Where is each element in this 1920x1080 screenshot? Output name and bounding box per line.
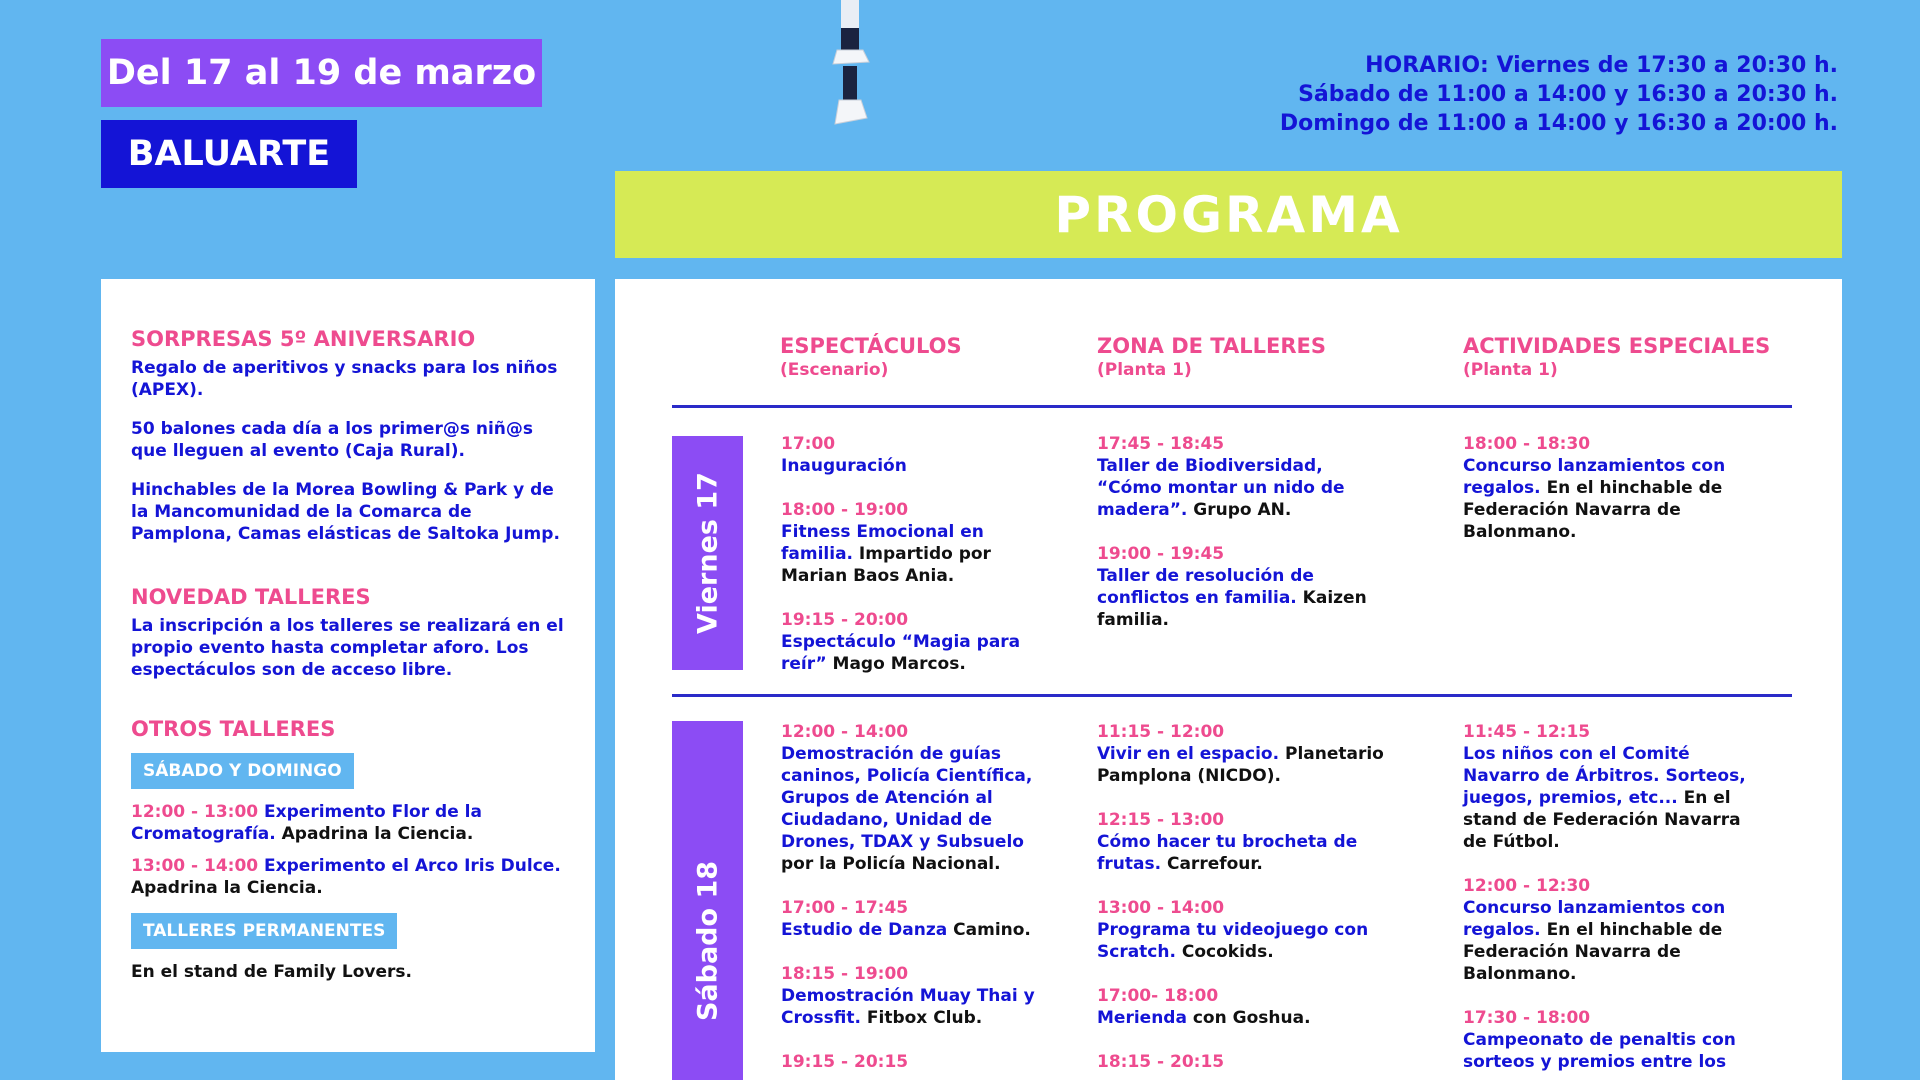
event-org: con Goshua.: [1192, 1008, 1311, 1028]
event-org: por la Policía Nacional.: [781, 854, 1001, 874]
chip-talleres-permanentes: TALLERES PERMANENTES: [131, 913, 397, 949]
schedule-event: [1097, 543, 1387, 631]
schedule-event: [781, 609, 1051, 675]
event-title: Programa tu videojuego con Scratch.: [1097, 920, 1369, 962]
event-title: Merienda: [1097, 1008, 1187, 1028]
event-title: Fitness Emocional en familia.: [781, 522, 984, 564]
event-time: 17:45 - 18:45: [1097, 434, 1225, 454]
hours-line-friday: HORARIO: Viernes de 17:30 a 20:30 h.: [1365, 53, 1838, 78]
event-time: 18:15 - 20:15: [1097, 1052, 1225, 1072]
event-time: 17:00: [781, 434, 836, 454]
event-org: Impartido por Marian Baos Ania.: [781, 544, 991, 586]
sorpresas-title: SORPRESAS 5º ANIVERSARIO: [131, 327, 476, 351]
schedule-event: [781, 499, 1051, 587]
event-org: Fitbox Club.: [866, 1008, 983, 1028]
info-panel: [101, 279, 595, 1052]
event-title: Cómo hacer tu brocheta de frutas.: [1097, 832, 1358, 874]
schedule-cell-sabado-espectaculos: [781, 721, 1051, 1080]
schedule-event: [1463, 721, 1753, 853]
schedule-cell-viernes-talleres: [1097, 433, 1387, 653]
permanentes-text: En el stand de Family Lovers.: [131, 962, 412, 982]
otros-talleres-title: OTROS TALLERES: [131, 717, 336, 741]
event-time: 18:15 - 19:00: [781, 964, 909, 984]
event-org: Cocokids.: [1181, 942, 1274, 962]
event-title: Demostración de guías caninos, Policía Científica, Grupos de Atención al Ciudadano, Unidad de Drones, TDAX y Subsuelo: [781, 744, 1033, 852]
column-title: ZONA DE TALLERES: [1097, 334, 1327, 358]
schedule-cell-sabado-actividades: [1463, 721, 1753, 1080]
column-title: ESPECTÁCULOS: [780, 334, 962, 358]
programa-table: [615, 279, 1842, 1080]
sorpresas-item: Regalo de aperitivos y snacks para los niños (APEX).: [131, 358, 558, 400]
column-title: ACTIVIDADES ESPECIALES: [1463, 334, 1771, 358]
event-org: Camino.: [953, 920, 1031, 940]
otros-item: [131, 855, 565, 899]
event-time: 11:45 - 12:15: [1463, 722, 1591, 742]
otros-item-org: Apadrina la Ciencia.: [131, 878, 323, 898]
sorpresas-item: Hinchables de la Morea Bowling & Park y de la Mancomunidad de la Comarca de Pamplona, Camas elásticas de Saltoka Jump.: [131, 480, 560, 544]
event-org: En el stand de Federación Navarra de Fútbol.: [1463, 788, 1741, 852]
day-tab-viernes: [672, 436, 743, 670]
event-time: 13:00 - 14:00: [1097, 898, 1225, 918]
schedule-event: [1097, 721, 1397, 787]
venue-label: BALUARTE: [101, 120, 357, 188]
event-title: Taller de resolución de conflictos en familia.: [1097, 566, 1314, 608]
schedule-event: [1097, 1051, 1397, 1073]
event-title: Los niños con el Comité Navarro de Árbitros. Sorteos, juegos, premios, etc...: [1463, 744, 1746, 808]
hours-line-saturday: Sábado de 11:00 a 14:00 y 16:30 a 20:30 h.: [1298, 82, 1838, 107]
event-time: 17:00 - 17:45: [781, 898, 909, 918]
day-label: Sábado 18: [692, 860, 723, 1022]
divider: [672, 694, 1792, 697]
event-title: Inauguración: [781, 456, 907, 476]
column-header-talleres: [1097, 334, 1326, 380]
event-org: Mago Marcos.: [832, 654, 966, 674]
event-time: 18:00 - 19:00: [781, 500, 909, 520]
schedule-event: [1463, 433, 1753, 543]
event-time: 12:15 - 13:00: [1097, 810, 1225, 830]
sorpresas-item: 50 balones cada día a los primer@s niñ@s que lleguen al evento (Caja Rural).: [131, 419, 534, 461]
schedule-event: [781, 433, 1051, 477]
schedule-event: [781, 897, 1051, 941]
event-title: Concurso lanzamientos con regalos.: [1463, 456, 1726, 498]
event-time: 12:00 - 14:00: [781, 722, 909, 742]
schedule-event: [1097, 897, 1397, 963]
column-header-actividades: [1463, 334, 1770, 380]
event-title: Estudio de Danza: [781, 920, 948, 940]
event-time: 17:30 - 18:00: [1463, 1008, 1591, 1028]
otros-item-org: Apadrina la Ciencia.: [281, 824, 474, 844]
event-date-label: Del 17 al 19 de marzo: [101, 39, 542, 107]
column-subtitle: (Planta 1): [1097, 360, 1192, 380]
schedule-cell-viernes-actividades: [1463, 433, 1753, 565]
event-time: 11:15 - 12:00: [1097, 722, 1225, 742]
event-time: 19:15 - 20:00: [781, 610, 909, 630]
novedad-text: La inscripción a los talleres se realizará en el propio evento hasta completar aforo. Los espectáculos son de acceso libre.: [131, 616, 564, 680]
event-time: 18:00 - 18:30: [1463, 434, 1591, 454]
event-title: Concurso lanzamientos con regalos.: [1463, 898, 1726, 940]
schedule-event: [1463, 1007, 1753, 1073]
event-title: Demostración Muay Thai y Crossfit.: [781, 986, 1035, 1028]
child-sneakers-illustration: [823, 0, 893, 130]
opening-hours: [1138, 51, 1838, 138]
event-time: 12:00 - 12:30: [1463, 876, 1591, 896]
novedad-title: NOVEDAD TALLERES: [131, 585, 371, 609]
hours-line-sunday: Domingo de 11:00 a 14:00 y 16:30 a 20:00 h.: [1279, 111, 1838, 136]
day-label: Viernes 17: [692, 472, 723, 634]
programa-title: PROGRAMA: [615, 171, 1842, 258]
event-org: Carrefour.: [1166, 854, 1263, 874]
column-subtitle: (Planta 1): [1463, 360, 1558, 380]
event-org: Planetario Pamplona (NICDO).: [1097, 744, 1384, 786]
otros-item: [131, 801, 565, 845]
schedule-cell-viernes-espectaculos: [781, 433, 1051, 697]
event-time: 17:00- 18:00: [1097, 986, 1219, 1006]
chip-sabado-domingo: SÁBADO Y DOMINGO: [131, 753, 354, 789]
schedule-event: [1097, 433, 1387, 521]
otros-item-time: 12:00 - 13:00: [131, 802, 259, 822]
schedule-event: [781, 963, 1051, 1029]
event-title: Campeonato de penaltis con sorteos y premios entre los: [1463, 1030, 1736, 1072]
event-time: 19:00 - 19:45: [1097, 544, 1225, 564]
event-org: En el hinchable de Federación Navarra de Balonmano.: [1463, 478, 1723, 542]
schedule-cell-sabado-talleres: [1097, 721, 1397, 1080]
day-tab-sabado: [672, 721, 743, 1080]
event-org: Grupo AN.: [1193, 500, 1292, 520]
event-title: Vivir en el espacio.: [1097, 744, 1280, 764]
schedule-event: [1097, 809, 1397, 875]
schedule-event: [1463, 875, 1753, 985]
column-header-espectaculos: [780, 334, 962, 380]
otros-item-title: Experimento Flor de la Cromatografía.: [131, 802, 482, 844]
otros-item-time: 13:00 - 14:00: [131, 856, 259, 876]
event-org: En el hinchable de Federación Navarra de Balonmano.: [1463, 920, 1723, 984]
event-org: Kaizen familia.: [1097, 588, 1367, 630]
event-title: Espectáculo “Magia para reír”: [781, 632, 1021, 674]
schedule-event: [781, 1051, 1051, 1073]
schedule-event: [1097, 985, 1397, 1029]
otros-item-title: Experimento el Arco Iris Dulce.: [264, 856, 561, 876]
schedule-event: [781, 721, 1051, 875]
divider: [672, 405, 1792, 408]
column-subtitle: (Escenario): [780, 360, 889, 380]
event-title: Taller de Biodiversidad, “Cómo montar un nido de madera”.: [1097, 456, 1345, 520]
event-time: 19:15 - 20:15: [781, 1052, 909, 1072]
